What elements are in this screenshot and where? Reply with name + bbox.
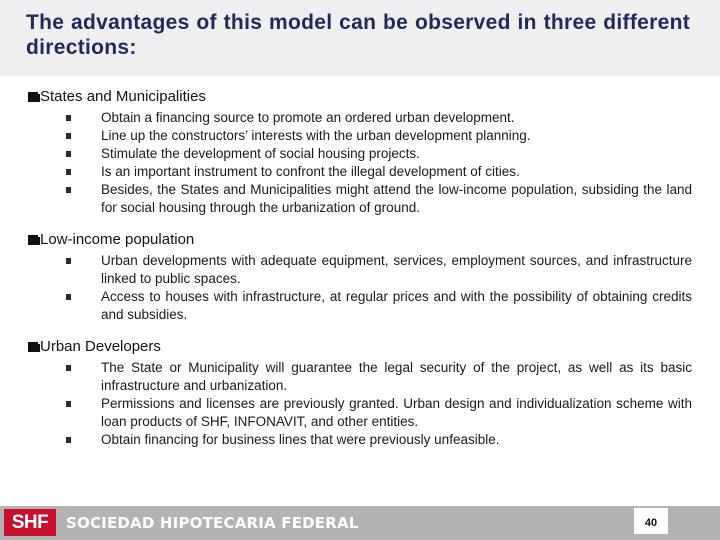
square-bullet-icon [66, 187, 71, 193]
section-heading-text: Urban Developers [40, 338, 161, 355]
bullet-list [28, 109, 692, 217]
list-item [28, 395, 692, 431]
list-item [28, 163, 692, 181]
list-item-text: Obtain a financing source to promote an ordered urban development. [101, 110, 515, 125]
list-item [28, 252, 692, 288]
slide-content [28, 88, 692, 463]
checkbox-bullet-icon [28, 92, 38, 102]
list-item-text: Access to houses with infrastructure, at regular prices and with the possibility of obtaining credits and subsidies. [101, 289, 692, 322]
list-item [28, 145, 692, 163]
list-item [28, 109, 692, 127]
list-item [28, 431, 692, 449]
list-item-text: Is an important instrument to confront the illegal development of cities. [101, 164, 520, 179]
checkbox-bullet-icon [28, 342, 38, 352]
list-item-text: The State or Municipality will guarantee the legal security of the project, as well as its basic infrastructure and urbanization. [101, 360, 692, 393]
square-bullet-icon [66, 151, 71, 157]
list-item-text: Besides, the States and Municipalities might attend the low-income population, subsiding the land for social housing through the urbanization of ground. [101, 182, 692, 215]
section-heading [28, 231, 692, 249]
section-heading [28, 88, 692, 106]
section-heading-text: Low-income population [40, 231, 195, 248]
square-bullet-icon [66, 365, 71, 371]
list-item [28, 181, 692, 217]
section-heading-text: States and Municipalities [40, 88, 206, 105]
list-item-text: Line up the constructors’ interests with the urban development planning. [101, 128, 531, 143]
square-bullet-icon [66, 401, 71, 407]
section-urban-developers [28, 338, 692, 449]
list-item-text: Stimulate the development of social housing projects. [101, 146, 420, 161]
list-item [28, 127, 692, 145]
square-bullet-icon [66, 258, 71, 264]
bullet-list [28, 252, 692, 324]
bullet-list [28, 359, 692, 449]
page-number: 40 [634, 508, 668, 534]
square-bullet-icon [66, 437, 71, 443]
checkbox-bullet-icon [28, 235, 38, 245]
section-heading [28, 338, 692, 356]
shf-logo: SHF [4, 509, 56, 536]
organization-name: SOCIEDAD HIPOTECARIA FEDERAL [66, 514, 359, 532]
square-bullet-icon [66, 115, 71, 121]
square-bullet-icon [66, 133, 71, 139]
square-bullet-icon [66, 294, 71, 300]
list-item [28, 288, 692, 324]
section-states-municipalities [28, 88, 692, 217]
section-low-income-population [28, 231, 692, 324]
list-item-text: Obtain financing for business lines that were previously unfeasible. [101, 432, 500, 447]
list-item-text: Permissions and licenses are previously granted. Urban design and individualization scheme with loan products of SHF, INFONAVIT, and other entities. [101, 396, 692, 429]
footer-bar [0, 506, 720, 540]
list-item-text: Urban developments with adequate equipment, services, employment sources, and infrastructure linked to public spaces. [101, 253, 692, 286]
list-item [28, 359, 692, 395]
slide-title: The advantages of this model can be observed in three different directions: [26, 11, 690, 59]
square-bullet-icon [66, 169, 71, 175]
